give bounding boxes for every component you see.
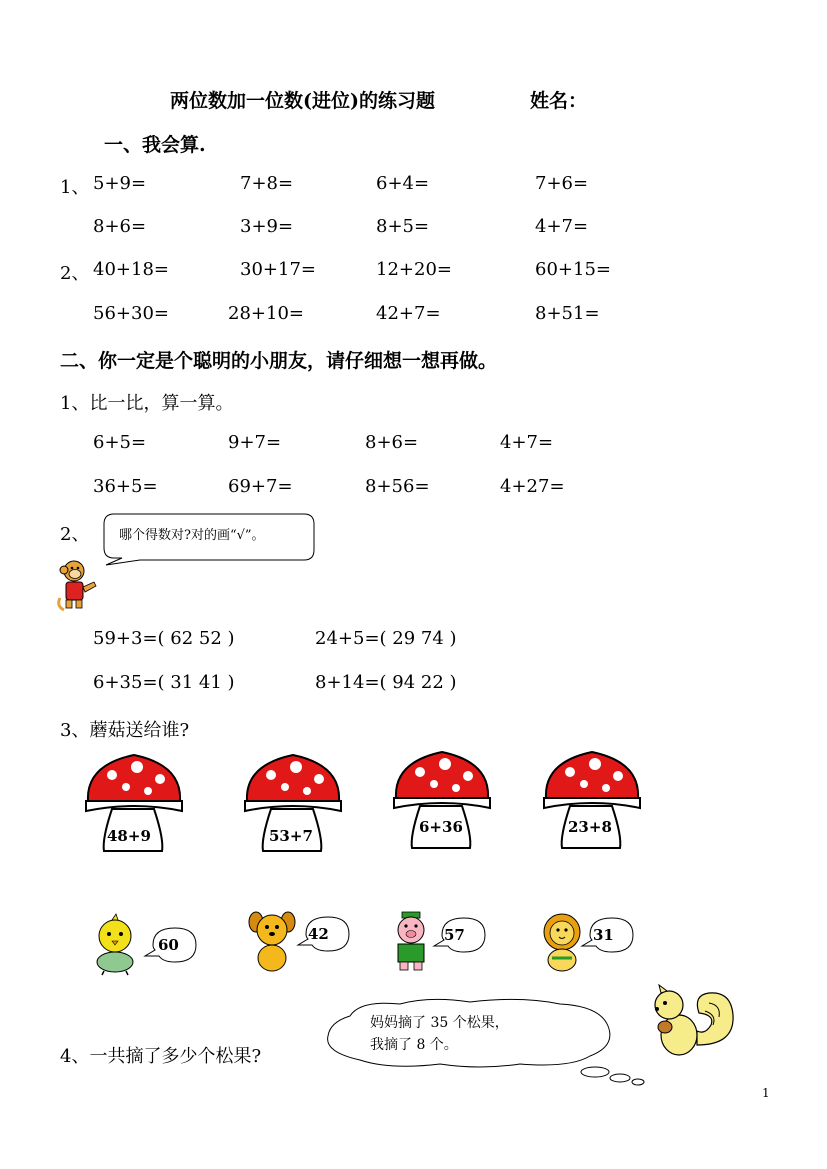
dog-icon (247, 910, 297, 974)
problem: 6+5= (93, 432, 147, 453)
problem: 4+7= (500, 432, 554, 453)
q2-number: 2、 (60, 524, 90, 545)
problem: 30+17= (240, 259, 316, 280)
squirrel-icon (645, 985, 737, 1061)
section1-heading: 一、我会算. (104, 134, 206, 156)
problem: 5+9= (93, 173, 147, 194)
problem: 60+15= (535, 259, 611, 280)
problem: 3+9= (240, 216, 294, 237)
thought-bubble (320, 996, 620, 1088)
problem: 69+7= (228, 476, 293, 497)
q2-bubble-text: 哪个得数对?对的画“√”。 (119, 528, 265, 543)
choice-problem: 59+3=( 62 52 ) (93, 628, 235, 649)
lion-icon (538, 912, 586, 974)
animal-answer: 42 (308, 925, 329, 943)
problem: 7+8= (240, 173, 294, 194)
choice-problem: 8+14=( 94 22 ) (315, 672, 457, 693)
mushroom-label: 48+9 (107, 827, 151, 845)
name-label: 姓名： (530, 90, 588, 112)
choice-problem: 6+35=( 31 41 ) (93, 672, 235, 693)
problem: 28+10= (228, 303, 304, 324)
animal-answer: 31 (593, 926, 614, 944)
row-number: 2、 (60, 263, 90, 284)
q1-label: 1、比一比，算一算。 (60, 393, 234, 414)
page-title: 两位数加一位数(进位)的练习题 (170, 90, 435, 112)
animal-answer: 60 (158, 936, 179, 954)
monkey-icon (56, 558, 100, 612)
problem: 56+30= (93, 303, 169, 324)
section2-heading: 二、你一定是个聪明的小朋友，请仔细想一想再做。 (60, 350, 498, 372)
problem: 8+6= (93, 216, 147, 237)
q4-bubble-line2: 我摘了 8 个。 (370, 1037, 458, 1053)
problem: 12+20= (376, 259, 452, 280)
problem: 9+7= (228, 432, 282, 453)
q4-bubble-line1: 妈妈摘了 35 个松果， (370, 1015, 509, 1031)
problem: 6+4= (376, 173, 430, 194)
mushroom-label: 6+36 (419, 818, 463, 836)
problem: 4+7= (535, 216, 589, 237)
chick-icon (90, 914, 142, 976)
choice-problem: 24+5=( 29 74 ) (315, 628, 457, 649)
problem: 8+51= (535, 303, 600, 324)
page-number: 1 (762, 1086, 770, 1100)
problem: 4+27= (500, 476, 565, 497)
problem: 8+6= (365, 432, 419, 453)
problem: 36+5= (93, 476, 158, 497)
problem: 42+7= (376, 303, 441, 324)
problem: 8+5= (376, 216, 430, 237)
mushroom-label: 53+7 (269, 827, 313, 845)
q3-label: 3、蘑菇送给谁? (60, 720, 190, 741)
pig-icon (388, 908, 434, 972)
q4-label: 4、一共摘了多少个松果? (60, 1046, 262, 1067)
problem: 7+6= (535, 173, 589, 194)
row-number: 1、 (60, 177, 90, 198)
animal-answer: 57 (444, 926, 465, 944)
problem: 8+56= (365, 476, 430, 497)
problem: 40+18= (93, 259, 169, 280)
mushroom-label: 23+8 (568, 818, 612, 836)
